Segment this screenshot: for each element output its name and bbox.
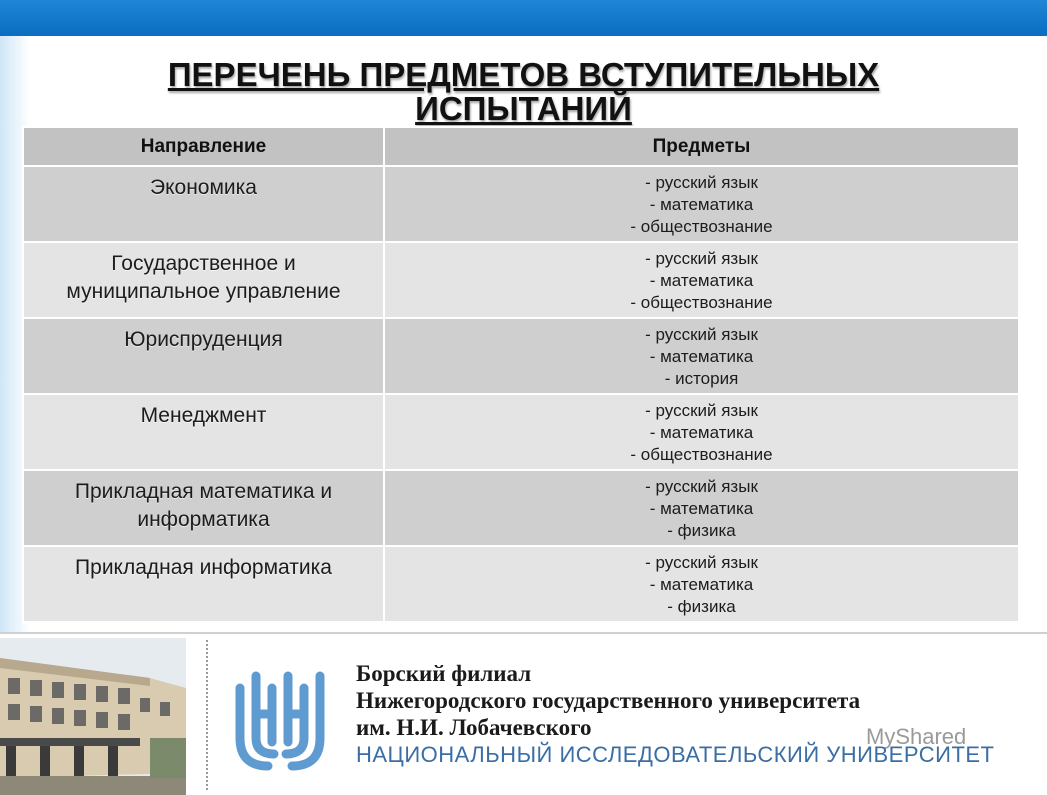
- subject-item: - математика: [649, 195, 754, 214]
- subjects-cell: [385, 547, 1018, 618]
- university-subtitle: НАЦИОНАЛЬНЫЙ ИССЛЕДОВАТЕЛЬСКИЙ УНИВЕРСИТЕТ: [356, 742, 995, 767]
- table-row: [23, 394, 1019, 470]
- subject-item: - обществознание: [630, 293, 773, 312]
- subjects-cell: [385, 167, 1018, 238]
- table-row: [23, 242, 1019, 318]
- page-title-line2: ИСПЫТАНИЙ: [415, 90, 632, 127]
- university-name-line2: Нижегородского государственного университета: [356, 688, 861, 713]
- table-header-row: [23, 127, 1019, 166]
- university-name-line3: им. Н.И. Лобачевского: [356, 715, 592, 740]
- table-row: [23, 166, 1019, 242]
- subject-item: - русский язык: [645, 249, 758, 268]
- subject-item: - русский язык: [645, 553, 758, 572]
- building-photo: [0, 638, 186, 795]
- table-row: [23, 546, 1019, 622]
- footer: [0, 632, 1047, 795]
- subject-item: - математика: [649, 423, 754, 442]
- subject-item: - математика: [649, 575, 754, 594]
- top-banner: [0, 0, 1047, 36]
- subject-item: - русский язык: [645, 401, 758, 420]
- university-name: [356, 660, 860, 741]
- direction-cell: Прикладная информатика: [75, 556, 332, 579]
- column-header-subjects: Предметы: [384, 127, 1019, 166]
- university-name-line1: Борский филиал: [356, 661, 532, 686]
- subject-item: - математика: [649, 271, 754, 290]
- subject-item: - физика: [667, 597, 736, 616]
- direction-cell: Менеджмент: [140, 404, 267, 427]
- subject-item: - математика: [649, 347, 754, 366]
- subject-item: - физика: [667, 521, 736, 540]
- table-row: [23, 318, 1019, 394]
- page-title: [0, 58, 1047, 126]
- direction-cell: Государственное и муниципальное управление: [66, 252, 341, 303]
- subject-item: - русский язык: [645, 173, 758, 192]
- column-header-direction: Направление: [23, 127, 384, 166]
- nnsu-logo-icon: [228, 658, 338, 776]
- subjects-table: [22, 126, 1020, 623]
- table-row: [23, 470, 1019, 546]
- direction-cell: Экономика: [150, 176, 257, 199]
- subjects-cell: [385, 319, 1018, 390]
- direction-cell: Юриспруденция: [124, 328, 283, 351]
- page-title-line1: ПЕРЕЧЕНЬ ПРЕДМЕТОВ ВСТУПИТЕЛЬНЫХ: [167, 56, 880, 93]
- subject-item: - история: [664, 369, 739, 388]
- direction-cell: Прикладная математика и информатика: [74, 480, 333, 531]
- subject-item: - русский язык: [645, 325, 758, 344]
- subject-item: - математика: [649, 499, 754, 518]
- divider: [206, 640, 208, 790]
- subjects-cell: [385, 395, 1018, 466]
- subject-item: - обществознание: [630, 217, 773, 236]
- subjects-cell: [385, 243, 1018, 314]
- subject-item: - обществознание: [630, 445, 773, 464]
- watermark: MyShared: [866, 724, 967, 749]
- subject-item: - русский язык: [645, 477, 758, 496]
- subjects-cell: [385, 471, 1018, 542]
